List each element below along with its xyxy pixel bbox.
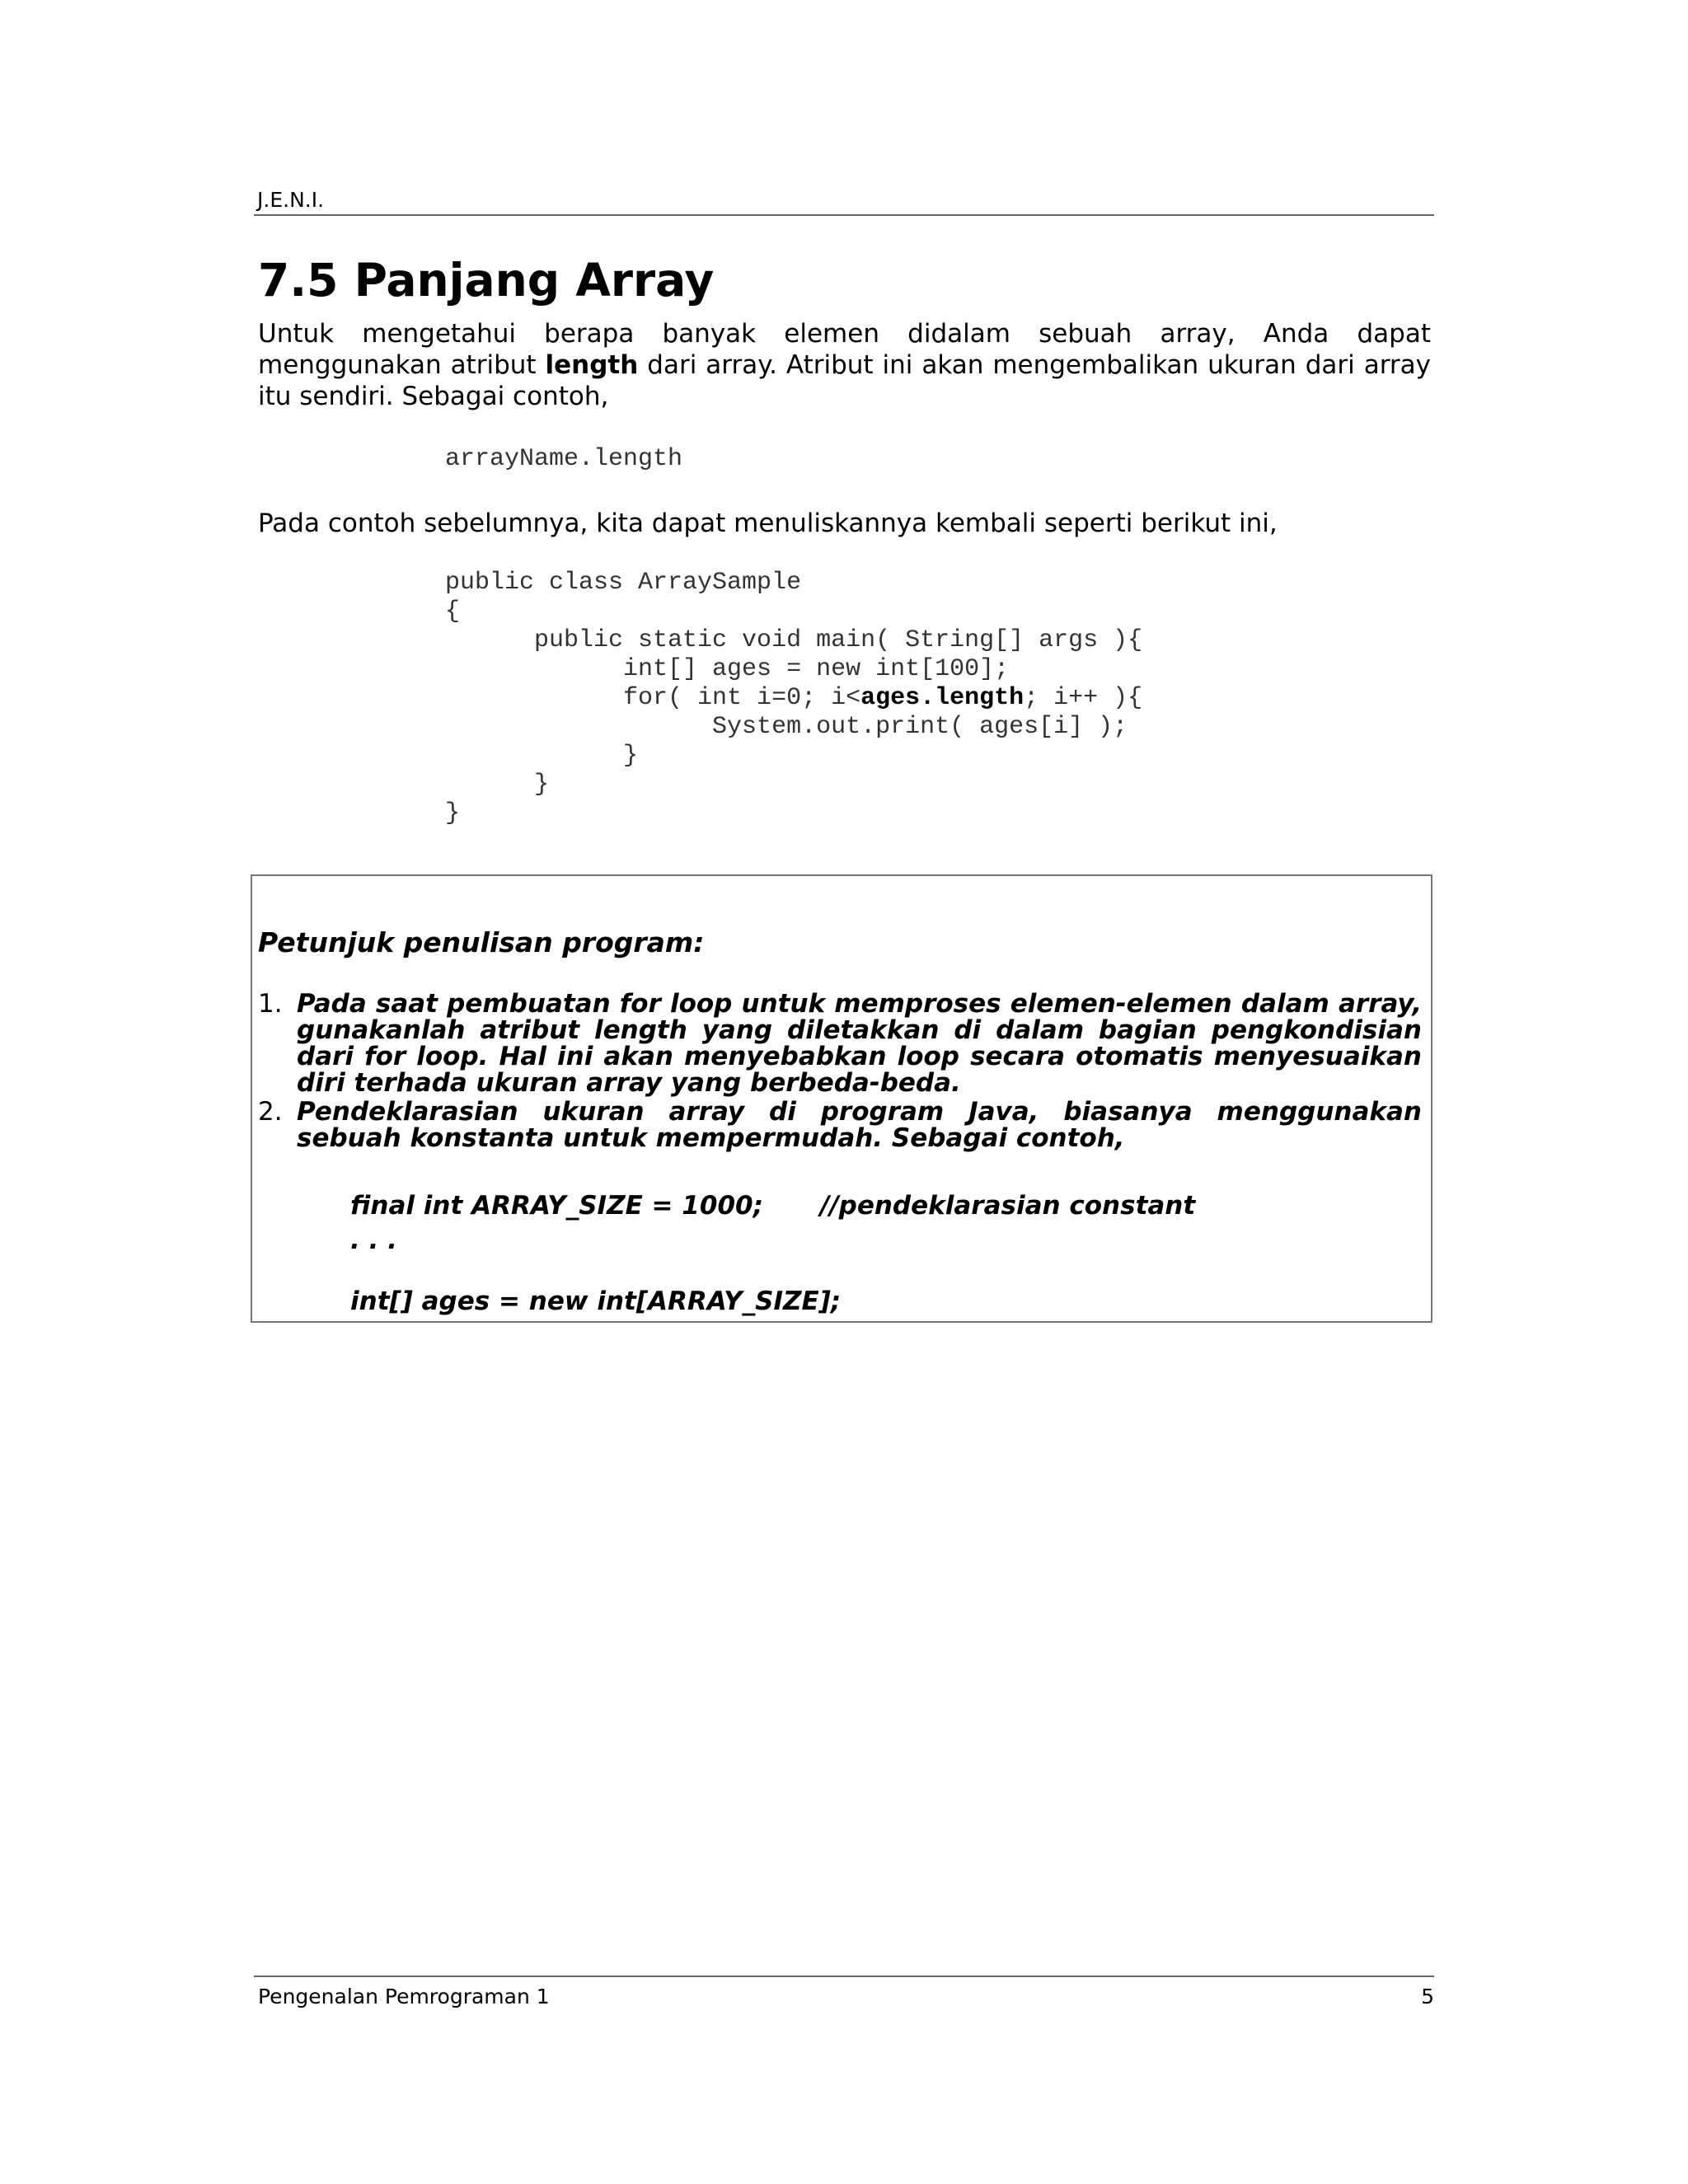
rewrite-paragraph: Pada contoh sebelumnya, kita dapat menuliskannya kembali seperti berikut ini, xyxy=(258,509,1278,538)
code-line: public static void main( String[] args ){ xyxy=(445,626,1143,654)
tip-code-array: int[] ages = new int[ARRAY_SIZE]; xyxy=(350,1286,842,1316)
tip-number: 1. xyxy=(258,989,283,1019)
code-line: System.out.print( ages[i] ); xyxy=(445,713,1128,741)
intro-paragraph xyxy=(258,318,1431,412)
code-line-loop xyxy=(445,684,1142,713)
header-divider xyxy=(254,214,1434,216)
tip-code-constant: final int ARRAY_SIZE = 1000; xyxy=(350,1191,763,1221)
tip-number: 2. xyxy=(258,1097,283,1127)
intro-text-before: Untuk mengetahui berapa banyak elemen didalam sebuah array, Anda dapat menggunakan atribut xyxy=(258,319,1431,380)
code-example-length: arrayName.length xyxy=(445,445,683,473)
intro-length-keyword: length xyxy=(545,350,639,380)
code-loop-length: ages.length xyxy=(860,684,1025,712)
footer-divider xyxy=(254,1975,1434,1977)
footer-title: Pengenalan Pemrograman 1 xyxy=(258,1985,550,2008)
code-loop-start: for( int i=0; i< xyxy=(445,684,861,712)
intro-text-after: dari array. Atribut ini akan mengembalikan ukuran dari array itu sendiri. Sebagai contoh, xyxy=(258,350,1431,411)
tips-list xyxy=(258,991,1422,1151)
code-line: } xyxy=(445,799,461,827)
code-line: } xyxy=(445,771,550,799)
code-line: int[] ages = new int[100]; xyxy=(445,655,1010,683)
code-line: public class ArraySample xyxy=(445,569,802,597)
section-title: 7.5 Panjang Array xyxy=(258,254,715,307)
code-loop-end: ; i++ ){ xyxy=(1024,684,1143,712)
code-line: { xyxy=(445,598,461,626)
array-sample-code xyxy=(445,569,1142,828)
page-number: 5 xyxy=(1421,1985,1434,2008)
tip-text: Pendeklarasian ukuran array di program Java, biasanya menggunakan sebuah konstanta untuk mempermudah. Sebagai contoh, xyxy=(297,1097,1422,1153)
code-line: } xyxy=(445,742,639,770)
tip-code-comment: //pendeklarasian constant xyxy=(820,1191,1196,1221)
tip-code-ellipsis: . . . xyxy=(350,1226,397,1255)
tip-item xyxy=(258,991,1422,1096)
tip-text: Pada saat pembuatan for loop untuk memproses elemen-elemen dalam array, gunakanlah atribut length yang diletakkan di dalam bagian pengkondisian dari for loop. Hal ini akan menyebabkan loop secara otomatis menyesuaikan diri terhada ukuran array yang berbeda-beda. xyxy=(297,989,1422,1098)
page-header: J.E.N.I. xyxy=(257,188,325,212)
tip-item xyxy=(258,1099,1422,1151)
tips-title: Petunjuk penulisan program: xyxy=(258,926,705,958)
